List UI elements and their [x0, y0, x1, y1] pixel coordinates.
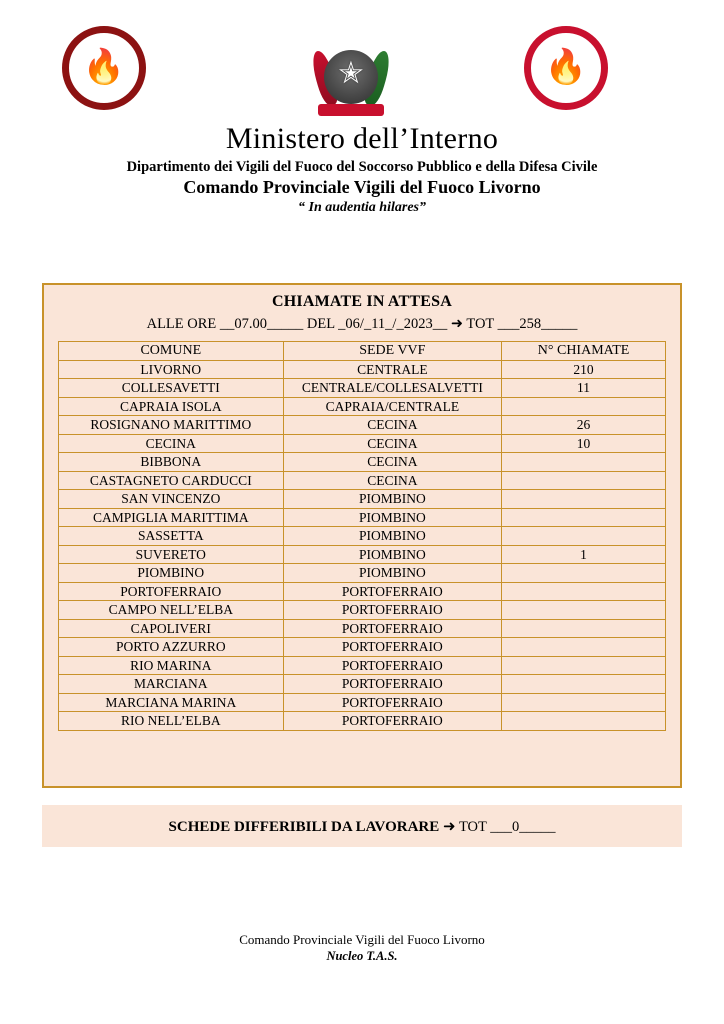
table-row	[59, 601, 666, 620]
table-row	[59, 564, 666, 583]
cell-chiamate	[502, 656, 666, 675]
cell-comune: CAMPO NELL’ELBA	[59, 601, 284, 620]
column-header-sede: SEDE VVF	[283, 342, 502, 361]
ministry-title: Ministero dell’Interno	[225, 122, 499, 155]
header-logos	[0, 0, 724, 120]
table-row	[59, 693, 666, 712]
table-row	[59, 379, 666, 398]
table-row	[59, 638, 666, 657]
cell-chiamate	[502, 471, 666, 490]
table-row	[59, 545, 666, 564]
cell-comune: PORTOFERRAIO	[59, 582, 284, 601]
table-row	[59, 490, 666, 509]
table-row	[59, 582, 666, 601]
cell-comune: LIVORNO	[59, 360, 284, 379]
cell-comune: COLLESAVETTI	[59, 379, 284, 398]
panel-title: CHIAMATE IN ATTESA	[272, 293, 452, 310]
cell-sede: PORTOFERRAIO	[283, 601, 502, 620]
cell-sede: PIOMBINO	[283, 527, 502, 546]
table-row	[59, 527, 666, 546]
cell-chiamate	[502, 601, 666, 620]
cell-sede: PORTOFERRAIO	[283, 638, 502, 657]
cell-comune: SUVERETO	[59, 545, 284, 564]
cell-sede: PORTOFERRAIO	[283, 712, 502, 731]
department-line: Dipartimento dei Vigili del Fuoco del Soccorso Pubblico e della Difesa Civile	[126, 159, 598, 175]
schede-label: SCHEDE DIFFERIBILI DA LAVORARE	[168, 818, 443, 835]
data-value: 06/_11_/_2023	[345, 316, 433, 332]
ore-value: 07.00	[234, 316, 268, 332]
table-header-row	[59, 342, 666, 361]
cell-chiamate: 11	[502, 379, 666, 398]
table-row	[59, 453, 666, 472]
cell-chiamate: 1	[502, 545, 666, 564]
cell-comune: CAMPIGLIA MARITTIMA	[59, 508, 284, 527]
cell-sede: CENTRALE	[283, 360, 502, 379]
column-header-comune: COMUNE	[59, 342, 284, 361]
cell-chiamate	[502, 490, 666, 509]
tot-value: 258	[519, 316, 542, 332]
cell-comune: RIO MARINA	[59, 656, 284, 675]
emblem-band	[318, 104, 384, 116]
cell-comune: CAPOLIVERI	[59, 619, 284, 638]
cell-chiamate	[502, 527, 666, 546]
ore-label: ALLE ORE __	[146, 316, 235, 332]
arrow-icon: ➜	[450, 316, 463, 332]
cell-comune: MARCIANA	[59, 675, 284, 694]
cell-sede: PIOMBINO	[283, 508, 502, 527]
cell-chiamate: 26	[502, 416, 666, 435]
tot-label: TOT ___	[466, 316, 520, 332]
cell-chiamate	[502, 582, 666, 601]
footer-command-line: Comando Provinciale Vigili del Fuoco Livorno	[239, 932, 485, 947]
cell-chiamate	[502, 508, 666, 527]
emblem-star-icon: ✭	[338, 56, 364, 90]
cell-comune: SASSETTA	[59, 527, 284, 546]
schede-differibili-line	[169, 817, 556, 836]
cell-chiamate	[502, 619, 666, 638]
cell-sede: PORTOFERRAIO	[283, 656, 502, 675]
corpo-nazionale-seal-icon	[524, 26, 608, 110]
cell-comune: PIOMBINO	[59, 564, 284, 583]
table-row	[59, 619, 666, 638]
column-header-chiamate: N° CHIAMATE	[502, 342, 666, 361]
cell-chiamate	[502, 453, 666, 472]
cell-sede: CENTRALE/COLLESALVETTI	[283, 379, 502, 398]
cell-chiamate: 10	[502, 434, 666, 453]
document-footer	[0, 932, 724, 964]
arrow-icon-2: ➜	[443, 816, 456, 835]
cell-comune: ROSIGNANO MARITTIMO	[59, 416, 284, 435]
table-row	[59, 712, 666, 731]
fire-brigade-seal-icon	[62, 26, 146, 110]
cell-sede: PORTOFERRAIO	[283, 582, 502, 601]
cell-sede: CECINA	[283, 416, 502, 435]
cell-comune: MARCIANA MARINA	[59, 693, 284, 712]
cell-sede: PORTOFERRAIO	[283, 675, 502, 694]
republic-emblem-wrap	[318, 38, 384, 116]
flame-icon: 🔥	[82, 49, 126, 86]
cell-sede: PIOMBINO	[283, 564, 502, 583]
cell-sede: CECINA	[283, 471, 502, 490]
tot-suffix: _____	[541, 316, 578, 332]
cell-comune: SAN VINCENZO	[59, 490, 284, 509]
schede-tot-label: TOT ___	[455, 818, 512, 835]
italian-republic-emblem-icon	[318, 38, 384, 116]
command-line: Comando Provinciale Vigili del Fuoco Livorno	[183, 177, 541, 197]
vigili-del-fuoco-seal-right	[524, 26, 608, 110]
cell-comune: PORTO AZZURRO	[59, 638, 284, 657]
cell-sede: PORTOFERRAIO	[283, 693, 502, 712]
calls-table	[58, 341, 666, 731]
cell-chiamate	[502, 638, 666, 657]
cell-chiamate	[502, 693, 666, 712]
document-heading	[0, 122, 724, 216]
cell-chiamate	[502, 564, 666, 583]
cell-comune: CASTAGNETO CARDUCCI	[59, 471, 284, 490]
cell-comune: CECINA	[59, 434, 284, 453]
flame-icon-2: 🔥	[544, 49, 588, 86]
schede-differibili-panel	[42, 805, 682, 847]
chiamate-in-attesa-panel	[42, 283, 682, 788]
motto-line: “ In audentia hilares”	[298, 200, 426, 215]
table-row	[59, 360, 666, 379]
table-row	[59, 416, 666, 435]
cell-sede: PORTOFERRAIO	[283, 619, 502, 638]
cell-chiamate: 210	[502, 360, 666, 379]
cell-chiamate	[502, 675, 666, 694]
cell-sede: PIOMBINO	[283, 490, 502, 509]
cell-sede: PIOMBINO	[283, 545, 502, 564]
table-row	[59, 675, 666, 694]
del-label: _____ DEL _	[267, 316, 346, 332]
calls-table-body	[59, 360, 666, 730]
cell-sede: CECINA	[283, 453, 502, 472]
cell-chiamate	[502, 712, 666, 731]
cell-chiamate	[502, 397, 666, 416]
vigili-del-fuoco-seal-left	[62, 26, 146, 110]
cell-sede: CECINA	[283, 434, 502, 453]
table-row	[59, 471, 666, 490]
panel-datetime-line: ALLE ORE __07.00_____ DEL _06/_11_/_2023__ ➜ TOT ___258_____	[146, 316, 578, 332]
schede-tot-value: 0	[511, 818, 520, 835]
footer-nucleo-line: Nucleo T.A.S.	[326, 949, 398, 963]
schede-tot-suffix: _____	[519, 818, 556, 835]
table-row	[59, 656, 666, 675]
table-row	[59, 508, 666, 527]
table-row	[59, 397, 666, 416]
cell-comune: RIO NELL’ELBA	[59, 712, 284, 731]
cell-comune: CAPRAIA ISOLA	[59, 397, 284, 416]
cell-comune: BIBBONA	[59, 453, 284, 472]
cell-sede: CAPRAIA/CENTRALE	[283, 397, 502, 416]
table-row	[59, 434, 666, 453]
